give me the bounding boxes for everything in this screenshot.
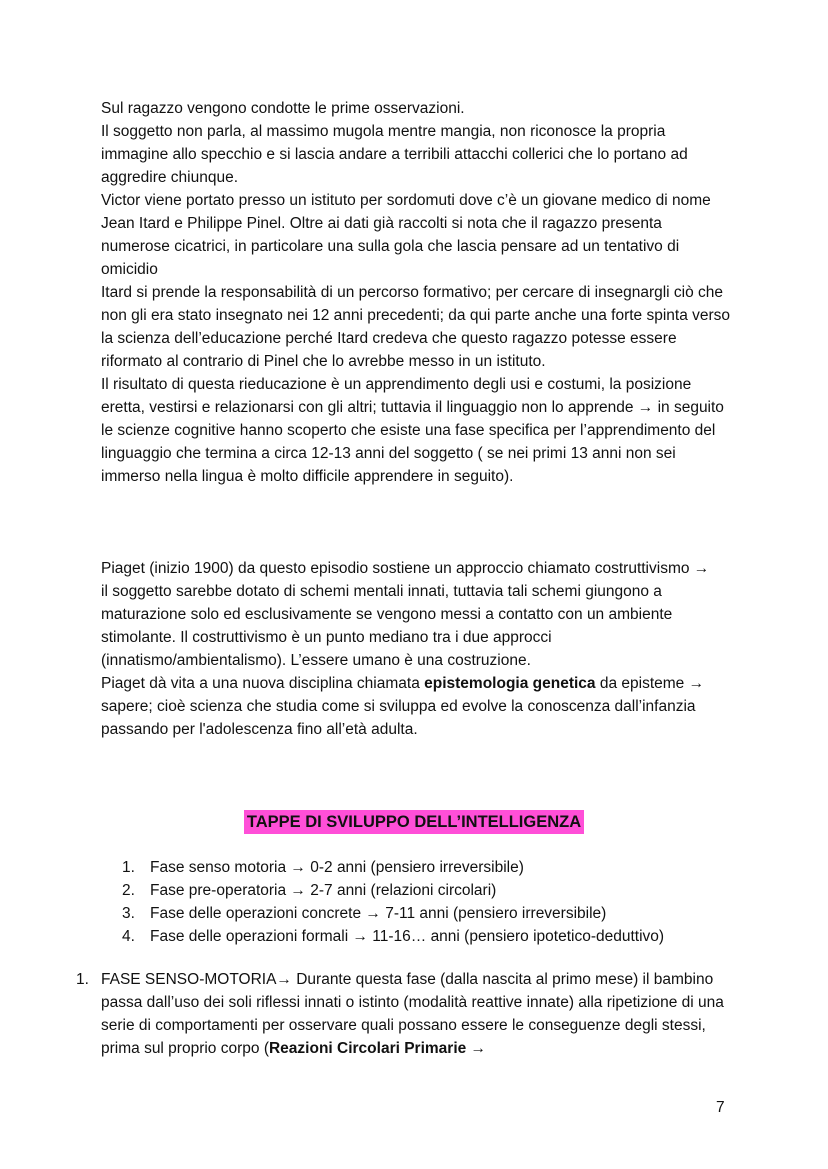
phase-sensorimotor <box>76 968 731 1060</box>
stage-text: Fase senso motoria → 0-2 anni (pensiero irreversibile) <box>150 859 524 876</box>
paragraph-piaget-approach: Piaget (inizio 1900) da questo episodio sostiene un approccio chiamato costruttivismo → <box>101 560 710 577</box>
stage-text: Fase delle operazioni concrete → 7-11 anni (pensiero irreversibile) <box>150 905 607 922</box>
stage-item <box>122 925 664 948</box>
epistemology-text-start: Piaget dà vita a una nuova disciplina chiamata <box>101 675 425 692</box>
page-number: 7 <box>716 1099 725 1116</box>
stage-number: 1. <box>122 859 135 876</box>
stage-number: 2. <box>122 882 135 899</box>
paragraph-result: Il risultato di questa rieducazione è un apprendimento degli usi e costumi, la posizione eretta, vestirsi e relazionarsi con gli altri; tuttavia il linguaggio non lo apprende → in seguito le scienze cognitive hanno scoperto che esiste una fase specifica per l’apprendimento del linguaggio che termina a circa 12-13 anni del soggetto ( se nei primi 13 anni non sei immerso nella lingua è molto difficile apprendere in seguito). <box>101 376 724 485</box>
paragraph-epistemology <box>101 672 731 741</box>
stage-text: Fase pre-operatoria → 2-7 anni (relazioni circolari) <box>150 882 497 899</box>
paragraph-constructivism: il soggetto sarebbe dotato di schemi mentali innati, tuttavia tali schemi giungono a maturazione solo ed esclusivamente se vengono messi a contatto con un ambiente stimolante. Il costruttivismo è un punto mediano tra i due approcci (innatismo/ambientalismo). L’essere umano è una costruzione. <box>101 583 673 669</box>
paragraph-itard: Itard si prende la responsabilità di un percorso formativo; per cercare di insegnargli ciò che non gli era stato insegnato nei 12 anni precedenti; da qui parte anche una forte spinta verso la scienza dell’educazione perché Itard credeva che questo ragazzo potesse essere riformato al contrario di Pinel che lo avrebbe messo in un istituto. <box>101 284 731 370</box>
piaget-section <box>101 557 731 741</box>
stage-text: Fase delle operazioni formali → 11-16… anni (pensiero ipotetico-deduttivo) <box>150 928 665 945</box>
epistemology-term: epistemologia genetica <box>424 675 596 692</box>
stage-number: 3. <box>122 905 135 922</box>
phase-description <box>101 968 731 1060</box>
stage-item <box>122 902 664 925</box>
phase-number: 1. <box>76 971 89 988</box>
section-heading-wrap <box>0 810 828 834</box>
stage-item <box>122 856 664 879</box>
paragraph-subject: Il soggetto non parla, al massimo mugola mentre mangia, non riconosce la propria immagine allo specchio e si lascia andare a terribili attacchi collerici che lo portano ad aggredire chiunque. <box>101 123 688 186</box>
stage-number: 4. <box>122 928 135 945</box>
paragraph-observations: Sul ragazzo vengono condotte le prime osservazioni. <box>101 100 465 117</box>
phase-bold-term: Reazioni Circolari Primarie → <box>268 1040 487 1057</box>
section-heading: TAPPE DI SVILUPPO DELL’INTELLIGENZA <box>244 810 584 834</box>
phase-text: FASE SENSO-MOTORIA→ Durante questa fase (dalla nascita al primo mese) il bambino passa dall’uso dei soli riflessi innati o istinto (modalità reattive innate) alla ripetizione di una serie di comportamenti per osservare quali possano essere le conseguenze degli stessi, prima sul proprio corpo ( <box>101 971 724 1057</box>
epistemology-text-end: da episteme → sapere; cioè scienza che studia come si sviluppa ed evolve la conoscenza dall’infanzia passando per l'adolescenza fino all’età adulta. <box>101 675 705 738</box>
intro-section <box>101 97 731 488</box>
stage-item <box>122 879 664 902</box>
stages-list <box>122 856 664 948</box>
paragraph-victor: Victor viene portato presso un istituto per sordomuti dove c’è un giovane medico di nome Jean Itard e Philippe Pinel. Oltre ai dati già raccolti si nota che il ragazzo presenta numerose cicatrici, in particolare una sulla gola che lascia pensare ad un tentativo di omicidio <box>101 192 711 278</box>
